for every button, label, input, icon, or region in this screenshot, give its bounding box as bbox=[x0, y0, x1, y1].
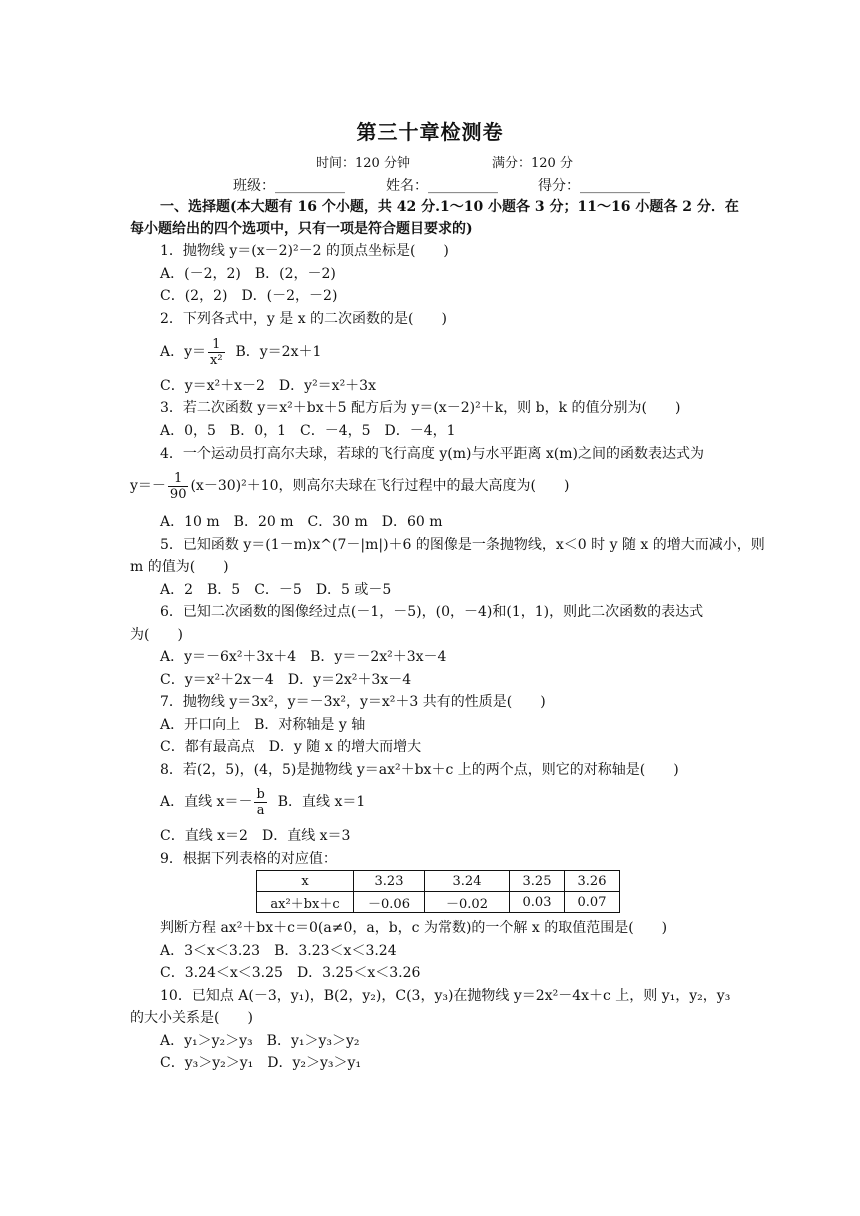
table-cell: 0.07 bbox=[565, 892, 620, 913]
q4-stem-line2 bbox=[130, 470, 569, 502]
table-row bbox=[257, 871, 620, 892]
q7-options-cd: C．都有最高点 D．y 随 x 的增大而增大 bbox=[160, 739, 422, 755]
table-cell: －0.02 bbox=[425, 892, 510, 913]
q9-options-ab: A．3＜x＜3.23 B．3.23＜x＜3.24 bbox=[160, 943, 397, 959]
q9-judge: 判断方程 ax²＋bx＋c＝0(a≠0，a，b，c 为常数)的一个解 x 的取值范围是( ) bbox=[160, 920, 668, 936]
q10-options-ab: A．y₁＞y₂＞y₃ B．y₁＞y₃＞y₂ bbox=[160, 1033, 360, 1049]
q1-options-ab: A．(－2，2) B．(2，－2) bbox=[160, 266, 336, 282]
q7-options-ab: A．开口向上 B．对称轴是 y 轴 bbox=[160, 717, 366, 733]
q4-fraction-denominator: 90 bbox=[169, 486, 187, 502]
q6-options-ab: A．y＝－6x²＋3x＋4 B．y＝－2x²＋3x－4 bbox=[160, 649, 447, 665]
q4-fraction-numerator: 1 bbox=[168, 471, 189, 487]
table-cell: x bbox=[257, 871, 354, 892]
q8-options-ab bbox=[160, 786, 365, 818]
q2-option-a-fraction bbox=[208, 337, 225, 368]
q8-option-a-prefix: A．直线 x＝－ bbox=[160, 794, 253, 810]
q3-options: A．0，5 B．0，1 C．－4，5 D．－4，1 bbox=[160, 423, 456, 439]
table-cell: 3.26 bbox=[565, 871, 620, 892]
q7-stem: 7．抛物线 y＝3x²，y＝－3x²，y＝x²＋3 共有的性质是( ) bbox=[160, 694, 546, 710]
q4-options: A．10 m B．20 m C．30 m D．60 m bbox=[160, 514, 443, 530]
table-cell: 3.23 bbox=[354, 871, 425, 892]
q9-stem: 9．根据下列表格的对应值： bbox=[160, 851, 337, 867]
q2-option-b: B．y＝2x＋1 bbox=[235, 344, 322, 360]
class-field: 班级：__________ bbox=[233, 178, 345, 194]
q8-option-a-numerator: b bbox=[256, 786, 265, 802]
q8-stem: 8．若(2，5)，(4，5)是抛物线 y＝ax²＋bx＋c 上的两个点，则它的对称轴是( ) bbox=[160, 762, 679, 778]
q10-stem-line1: 10．已知点 A(－3，y₁)，B(2，y₂)，C(3，y₃)在抛物线 y＝2x²－4x＋c 上，则 y₁，y₂，y₃ bbox=[160, 988, 731, 1004]
q8-option-a-denominator: a bbox=[256, 802, 265, 818]
section-heading-line2: 每小题给出的四个选项中，只有一项是符合题目要求的) bbox=[130, 221, 473, 237]
time-label: 时间：120 分钟 bbox=[316, 156, 410, 171]
table-row bbox=[257, 892, 620, 913]
q10-options-cd: C．y₃＞y₂＞y₁ D．y₂＞y₃＞y₁ bbox=[160, 1055, 362, 1071]
section-heading-line1: 一、选择题(本大题有 16 个小题，共 42 分.1～10 小题各 3 分；11～16 小题各 2 分．在 bbox=[160, 199, 739, 215]
q4-stem-line1: 4．一个运动员打高尔夫球，若球的飞行高度 y(m)与水平距离 x(m)之间的函数表达式为 bbox=[160, 446, 705, 462]
table-cell: 0.03 bbox=[510, 892, 565, 913]
q5-options: A．2 B．5 C．－5 D．5 或－5 bbox=[160, 582, 392, 598]
q8-option-b: B．直线 x＝1 bbox=[277, 794, 366, 810]
full-score-label: 满分：120 分 bbox=[492, 156, 573, 171]
q2-options-ab bbox=[160, 336, 321, 368]
q4-formula-prefix: y＝－ bbox=[130, 478, 166, 494]
table-cell: ax²＋bx＋c bbox=[257, 892, 354, 913]
q8-option-a-fraction bbox=[254, 787, 266, 818]
table-cell: 3.25 bbox=[510, 871, 565, 892]
q3-stem: 3．若二次函数 y＝x²＋bx＋5 配方后为 y＝(x－2)²＋k，则 b，k 的值分别为( ) bbox=[160, 400, 681, 416]
q4-formula-rest: (x－30)²＋10，则高尔夫球在飞行过程中的最大高度为( ) bbox=[190, 478, 570, 494]
q2-options-cd: C．y＝x²＋x－2 D．y²＝x²＋3x bbox=[160, 378, 376, 394]
q6-stem-line2: 为( ) bbox=[130, 627, 183, 643]
q8-options-cd: C．直线 x＝2 D．直线 x＝3 bbox=[160, 828, 351, 844]
q9-value-table bbox=[256, 870, 620, 913]
q10-stem-line2: 的大小关系是( ) bbox=[130, 1010, 253, 1026]
q5-stem-line1: 5．已知函数 y＝(1－m)x^(7－|m|)＋6 的图像是一条抛物线，x＜0 时 y 随 x 的增大而减小，则 bbox=[160, 537, 765, 553]
q2-option-a-numerator: 1 bbox=[208, 337, 225, 353]
q4-fraction bbox=[168, 471, 189, 502]
score-field: 得分：__________ bbox=[538, 178, 650, 194]
q2-option-a-denominator: x² bbox=[210, 352, 223, 368]
page-title: 第三十章检测卷 bbox=[356, 120, 504, 144]
q2-stem: 2．下列各式中，y 是 x 的二次函数的是( ) bbox=[160, 311, 447, 327]
table-cell: 3.24 bbox=[425, 871, 510, 892]
q2-option-a-prefix: A．y＝ bbox=[160, 344, 207, 360]
q1-stem: 1．抛物线 y＝(x－2)²－2 的顶点坐标是( ) bbox=[160, 243, 449, 259]
q6-stem-line1: 6．已知二次函数的图像经过点(－1，－5)，(0，－4)和(1，1)，则此二次函数的表达式 bbox=[160, 604, 704, 620]
q5-stem-line2: m 的值为( ) bbox=[130, 559, 229, 575]
table-cell: －0.06 bbox=[354, 892, 425, 913]
q6-options-cd: C．y＝x²＋2x－4 D．y＝2x²＋3x－4 bbox=[160, 672, 412, 688]
q1-options-cd: C．(2，2) D．(－2，－2) bbox=[160, 288, 338, 304]
name-field: 姓名：__________ bbox=[386, 178, 498, 194]
q9-options-cd: C．3.24＜x＜3.25 D．3.25＜x＜3.26 bbox=[160, 965, 421, 981]
